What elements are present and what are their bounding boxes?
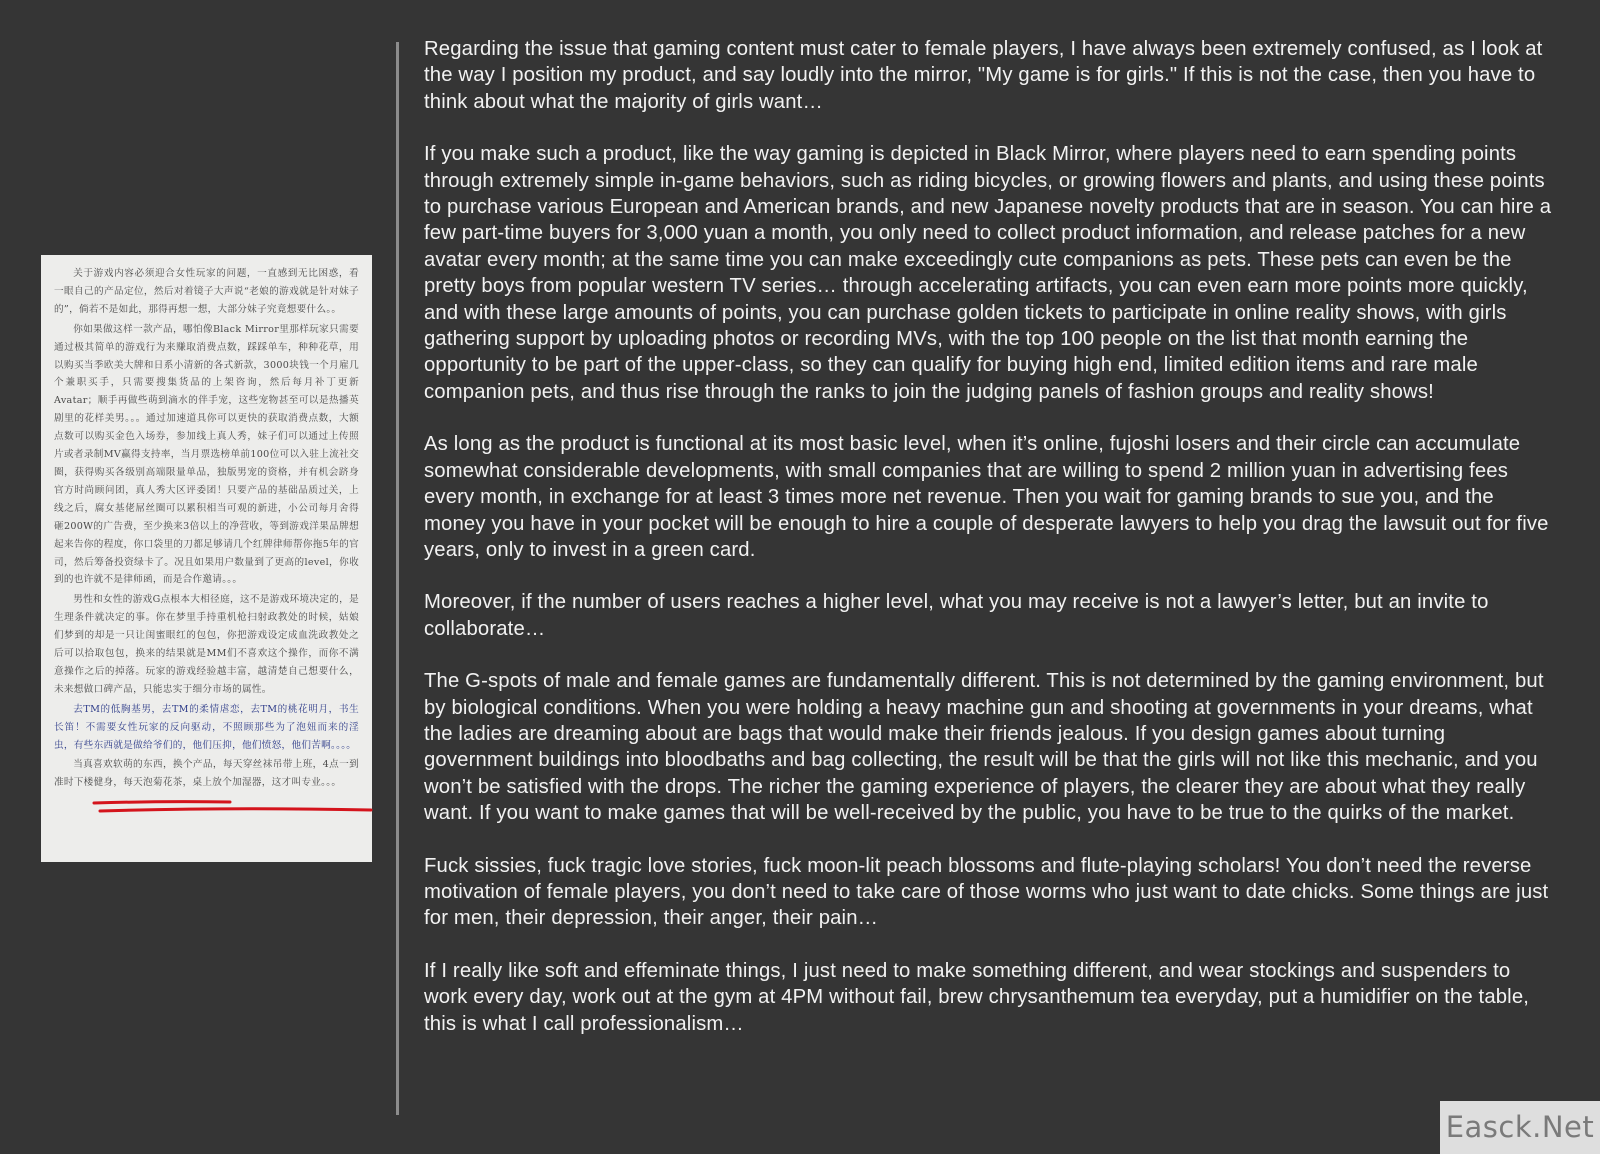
translation-paragraph-2: If you make such a product, like the way gaming is depicted in Black Mirror, where players need to earn spending points through extremely simple in-game behaviors, such as riding bicycles, or growing flowers and plants, and using these points to purchase various European and American brands, and new Japanese novelty products that are in season. You can hire a few part-time buyers for 3,000 yuan a month, you only need to collect product information, and release patches for a new avatar every month; at the same time you can make exceedingly cute companions as pets. These pets can even be the pretty boys from popular western TV series… through accelerating artifacts, you can even earn more points more quickly, and with these large amounts of points, you can purchase golden tickets to participate in online reality shows, with girls gathering support by uploading photos or recording MVs, with the top 100 people on the list that month earning the opportunity to be part of the upper-class, so they can qualify for buying high end, limited edition items and rare male companion pets, and thus rise through the ranks to join the judging panels of fashion groups and reality shows!: [424, 143, 1552, 403]
translation-paragraph-5: The G-spots of male and female games are fundamentally different. This is not determined by the gaming environment, but by biological conditions. When you were holding a heavy machine gun and shooting at governments in your dreams, what the ladies are dreaming about are bags that would make their friends jealous. If you design games about turning government buildings into bloodbaths and bag collecting, the result will be that the girls will not like this mechanic, and you won’t be satisfied with the drops. The richer the gaming experience of players, the clearer they are about what they really want. If you want to make games that will be well-received by the public, you have to be true to the quirks of the market.: [424, 670, 1544, 825]
translation-text-column: [424, 36, 1559, 1063]
site-watermark: Easck.Net: [1440, 1101, 1600, 1154]
translation-paragraph-7: If I really like soft and effeminate things, I just need to make something different, and wear stockings and suspenders to work every day, work out at the gym at 4PM without fail, brew chrysanthemum tea everyday, put a humidifier on the table, this is what I call professionalism…: [424, 959, 1530, 1035]
translation-paragraph-1: Regarding the issue that gaming content must cater to female players, I have always been extremely confused, as I look at the way I position my product, and say loudly into the mirror, "My game is for girls." If this is not the case, then you have to think about what the majority of girls want…: [424, 38, 1543, 113]
scan-paragraph-5: 当真喜欢软萌的东西，换个产品，每天穿丝袜吊带上班，4点一到准时下楼健身，每天泡菊花茶，桌上放个加湿器，这才叫专业。。。: [54, 759, 359, 789]
scan-paragraph-3: 男性和女性的游戏G点根本大相径庭，这不是游戏环境决定的，是生理条件就决定的事。你在梦里手持重机枪扫射政教处的时候，姑娘们梦到的却是一只让闺蜜眼红的包包，你把游戏设定成血洗政教处之后可以拾取包包，换来的结果就是MM们不喜欢这个操作，而你不满意操作之后的掉落。玩家的游戏经验越丰富，越清楚自己想要什么，未来想做口碑产品，只能忠实于细分市场的属性。: [54, 594, 359, 695]
scan-paragraph-2: 你如果做这样一款产品，哪怕像Black Mirror里那样玩家只需要通过极其简单的游戏行为来赚取消费点数，踩踩单车，种种花草，用以购买当季欧美大牌和日系小清新的各式新款，3000块钱一个月雇几个兼职买手，只需要搜集货品的上架咨询，然后每月补丁更新Avatar；顺手再做些萌到滴水的伴手宠，这些宠物甚至可以是热播英剧里的花样美男。。。通过加速道具你可以更快的获取消费点数，大额点数可以购买金色入场券，参加线上真人秀，妹子们可以通过上传照片或者录制MV赢得支持率，当月票选榜单前100位可以入驻上流社交圈，获得购买各级别高端限量单品，独版男宠的资格，并有机会跻身官方时尚顾问团，真人秀大区评委团！只要产品的基础品质过关，上线之后，腐女基佬屌丝圈可以累积相当可观的新进，小公司每月舍得砸200W的广告费，至少换来3倍以上的净营收，等到游戏洋果品牌想起来告你的程度，你口袋里的刀都足够请几个红牌律师帮你拖5年的官司，然后筹备投资绿卡了。况且如果用户数量到了更高的level，你收到的也许就不是律师函，而是合作邀请。。。: [54, 323, 359, 586]
scan-paragraph-1: 关于游戏内容必须迎合女性玩家的问题，一直感到无比困惑，看一眼自己的产品定位，然后对着镜子大声说“老娘的游戏就是针对妹子的”，倘若不是如此，那得再想一想，大部分妹子究竟想要什么。。: [54, 268, 359, 315]
translation-paragraph-4: Moreover, if the number of users reaches a higher level, what you may receive is not a lawyer’s letter, but an invite to collaborate…: [424, 591, 1489, 640]
translation-paragraph-6: Fuck sissies, fuck tragic love stories, fuck moon-lit peach blossoms and flute-playing scholars! You don’t need the reverse motivation of female players, you don’t need to take care of those worms who just want to date chicks. Some things are just for men, their depression, their anger, their pain…: [424, 854, 1549, 930]
scan-paragraph-4-underlined: 去TM的低胸基男，去TM的柔情虐恋，去TM的桃花明月，书生长笛！不需要女性玩家的反向驱动，不照顾那些为了泡妞而来的淫虫，有些东西就是做给爷们的，他们压抑，他们愤怒，他们苦啊。。。。: [54, 703, 359, 751]
translation-paragraph-3: As long as the product is functional at its most basic level, when it’s online, fujoshi losers and their circle can accumulate somewhat considerable developments, with small companies that are willing to spend 2 million yuan in advertising fees every month, in exchange for at least 3 times more net revenue. Then you wait for gaming brands to sue you, and the money you have in your pocket will be enough to hire a couple of desperate lawyers to help you drag the lawsuit out for five years, only to invest in a green card.: [424, 433, 1549, 561]
scanned-document-image: [41, 255, 372, 862]
vertical-divider: [396, 42, 399, 1115]
